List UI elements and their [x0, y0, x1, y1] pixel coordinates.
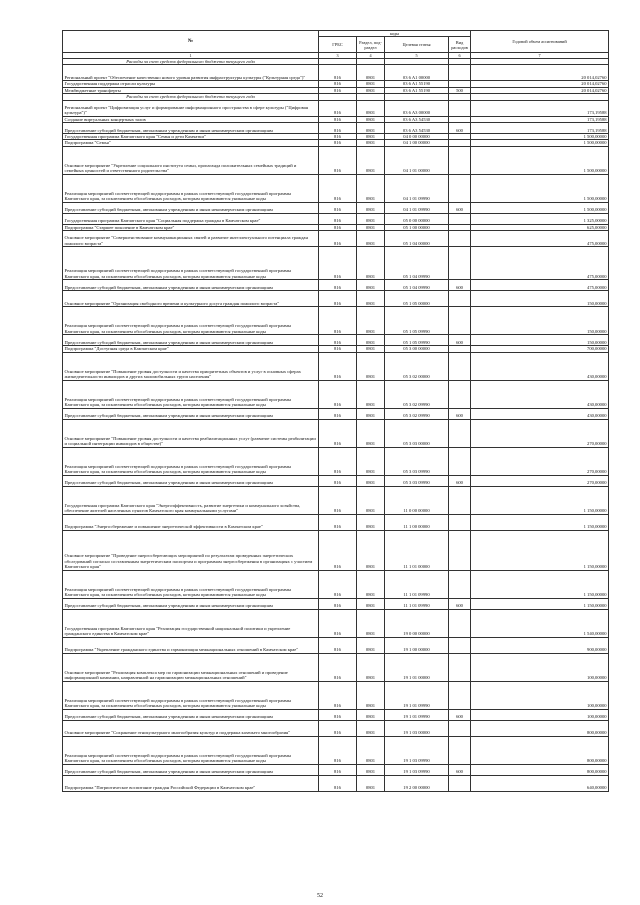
- table-row: [63, 380, 609, 408]
- row-amount: 640,00000: [471, 775, 609, 791]
- col-number: 3: [319, 53, 357, 59]
- row-amount: 800,00000: [471, 764, 609, 775]
- row-razdel: 0801: [357, 736, 385, 764]
- row-grbs: 816: [319, 352, 357, 380]
- row-amount: 1 150,00000: [471, 598, 609, 609]
- row-name: Расходы за счет средств федерального бюджета текущего года: [63, 94, 319, 100]
- row-grbs: 816: [319, 87, 357, 93]
- row-name: Реализация мероприятий соответствующей подпрограммы в рамках соответствующей государственной программы Камчатского края, за исключением обособленных расходов, которым присваиваются уникальные коды: [63, 247, 319, 280]
- col-number: 1: [63, 53, 319, 59]
- row-expense-type: [449, 447, 471, 475]
- row-amount: 270,00000: [471, 447, 609, 475]
- row-expense-type: [449, 514, 471, 530]
- row-amount: 800,00000: [471, 736, 609, 764]
- budget-table-sheet: [62, 30, 608, 792]
- row-target-article: 19 1 01 00000: [385, 653, 449, 681]
- row-grbs: 816: [319, 280, 357, 291]
- table-row: [63, 764, 609, 775]
- row-razdel: 0801: [357, 202, 385, 213]
- row-name: Основное мероприятие "Организация свободного времени и культурного досуга граждан пожилого возраста": [63, 291, 319, 307]
- row-grbs: 816: [319, 174, 357, 202]
- table-row: [63, 475, 609, 486]
- col-header-sum: Годовой объем ассигнований: [471, 31, 609, 53]
- row-name: Реализация мероприятий соответствующей подпрограммы в рамках соответствующей государственной программы Камчатского края, за исключением обособленных расходов, которым присваиваются уникальные коды: [63, 447, 319, 475]
- row-name: Государственная поддержка отрасли культуры: [63, 81, 319, 87]
- row-razdel: 0801: [357, 213, 385, 224]
- row-razdel: 0801: [357, 709, 385, 720]
- row-target-article: 19 1 00 00000: [385, 637, 449, 653]
- col-header-vr: Вид расходов: [449, 37, 471, 53]
- table-row: [63, 65, 609, 81]
- row-target-article: 05 1 05 09990: [385, 307, 449, 335]
- table-row: [63, 681, 609, 709]
- row-name: Предоставление субсидий бюджетным, автономным учреждениям и иным некоммерческим организациям: [63, 202, 319, 213]
- row-razdel: 0801: [357, 514, 385, 530]
- row-razdel: 0801: [357, 100, 385, 116]
- row-expense-type: [449, 681, 471, 709]
- table-row: [63, 736, 609, 764]
- table-row: [63, 637, 609, 653]
- row-grbs: 816: [319, 116, 357, 122]
- row-name: Предоставление субсидий бюджетным, автономным учреждениям и иным некоммерческим организациям: [63, 335, 319, 346]
- row-expense-type: [449, 100, 471, 116]
- row-razdel: 0801: [357, 775, 385, 791]
- row-amount: 270,00000: [471, 419, 609, 447]
- row-target-article: 19 0 00 00000: [385, 609, 449, 637]
- row-razdel: 0801: [357, 408, 385, 419]
- row-amount: 1 500,00000: [471, 202, 609, 213]
- row-expense-type: 600: [449, 123, 471, 134]
- row-amount: 173,19588: [471, 123, 609, 134]
- row-expense-type: [449, 653, 471, 681]
- row-expense-type: [449, 419, 471, 447]
- row-name: Подпрограмма "Доступная среда в Камчатском крае": [63, 346, 319, 352]
- row-grbs: 816: [319, 637, 357, 653]
- row-name: Предоставление субсидий бюджетным, автономным учреждениям и иным некоммерческим организациям: [63, 598, 319, 609]
- row-razdel: 0801: [357, 116, 385, 122]
- row-target-article: 19 1 03 09990: [385, 736, 449, 764]
- row-razdel: 0801: [357, 123, 385, 134]
- row-expense-type: 600: [449, 764, 471, 775]
- row-amount: 1 500,00000: [471, 140, 609, 146]
- row-amount: 625,00000: [471, 224, 609, 230]
- row-target-article: 05 1 04 09990: [385, 247, 449, 280]
- row-amount: 20 014,02760: [471, 81, 609, 87]
- row-expense-type: [449, 352, 471, 380]
- table-row: [63, 174, 609, 202]
- row-razdel: 0801: [357, 81, 385, 87]
- table-row: [63, 775, 609, 791]
- row-name: Реализация мероприятий соответствующей подпрограммы в рамках соответствующей государственной программы Камчатского края, за исключением обособленных расходов, которым присваиваются уникальные коды: [63, 380, 319, 408]
- col-number: 5: [385, 53, 449, 59]
- row-amount: 1 500,00000: [471, 134, 609, 140]
- table-row: [63, 247, 609, 280]
- row-expense-type: [449, 530, 471, 570]
- row-expense-type: 600: [449, 408, 471, 419]
- row-grbs: 816: [319, 530, 357, 570]
- row-grbs: 816: [319, 346, 357, 352]
- row-amount: 100,00000: [471, 709, 609, 720]
- row-name: Реализация мероприятий соответствующей подпрограммы в рамках соответствующей государственной программы Камчатского края, за исключением обособленных расходов, которым присваиваются уникальные коды: [63, 681, 319, 709]
- row-name: Реализация мероприятий соответствующей подпрограммы в рамках соответствующей государственной программы Камчатского края, за исключением обособленных расходов, которым присваиваются уникальные коды: [63, 307, 319, 335]
- row-razdel: 0801: [357, 291, 385, 307]
- row-razdel: 0801: [357, 224, 385, 230]
- row-name: Основное мероприятие "Реализация комплекса мер по гармонизации межнациональных отношений и проведение информационной кампании, направленной на гармонизацию межнациональных отношений": [63, 653, 319, 681]
- row-target-article: 05 1 04 00000: [385, 231, 449, 247]
- row-grbs: 816: [319, 486, 357, 514]
- row-amount: 1 150,00000: [471, 486, 609, 514]
- row-expense-type: [449, 486, 471, 514]
- row-target-article: 19 1 01 09990: [385, 681, 449, 709]
- row-grbs: 816: [319, 140, 357, 146]
- row-grbs: 816: [319, 291, 357, 307]
- row-name: Государственная программа Камчатского края "Социальная поддержка граждан в Камчатском крае": [63, 213, 319, 224]
- row-amount: 475,00000: [471, 231, 609, 247]
- row-expense-type: 600: [449, 475, 471, 486]
- row-grbs: 816: [319, 720, 357, 736]
- row-grbs: 816: [319, 709, 357, 720]
- row-target-article: 05 1 05 09990: [385, 335, 449, 346]
- row-grbs: 816: [319, 307, 357, 335]
- row-target-article: 03 6 A1 55190: [385, 87, 449, 93]
- table-row: [63, 408, 609, 419]
- row-name: Реализация мероприятий соответствующей подпрограммы в рамках соответствующей государственной программы Камчатского края, за исключением обособленных расходов, которым присваиваются уникальные коды: [63, 174, 319, 202]
- row-razdel: 0801: [357, 380, 385, 408]
- col-header-codes: коды: [319, 31, 471, 37]
- row-amount: 150,00000: [471, 291, 609, 307]
- table-row: [63, 352, 609, 380]
- row-target-article: 11 1 01 00000: [385, 530, 449, 570]
- table-row: [63, 280, 609, 291]
- row-expense-type: [449, 65, 471, 81]
- row-expense-type: [449, 736, 471, 764]
- row-grbs: 816: [319, 447, 357, 475]
- row-razdel: 0801: [357, 598, 385, 609]
- row-target-article: 19 1 03 00000: [385, 720, 449, 736]
- row-razdel: 0801: [357, 681, 385, 709]
- row-grbs: 816: [319, 100, 357, 116]
- row-amount: 173,19588: [471, 116, 609, 122]
- row-expense-type: 600: [449, 280, 471, 291]
- row-razdel: 0801: [357, 307, 385, 335]
- row-expense-type: [449, 213, 471, 224]
- col-number: 4: [357, 53, 385, 59]
- row-amount: 1 150,00000: [471, 514, 609, 530]
- row-name: Расходы за счет средств федерального бюджета текущего года: [63, 59, 319, 65]
- row-expense-type: [449, 570, 471, 598]
- row-target-article: 05 3 03 09990: [385, 475, 449, 486]
- table-row: [63, 447, 609, 475]
- row-grbs: 816: [319, 213, 357, 224]
- row-expense-type: [449, 174, 471, 202]
- row-grbs: 816: [319, 475, 357, 486]
- table-row: [63, 146, 609, 174]
- row-amount: 150,00000: [471, 307, 609, 335]
- row-amount: 800,00000: [471, 720, 609, 736]
- row-target-article: 03 6 A1 55190: [385, 81, 449, 87]
- row-expense-type: 600: [449, 598, 471, 609]
- row-grbs: 816: [319, 247, 357, 280]
- row-name: Реализация мероприятий соответствующей подпрограммы в рамках соответствующей государственной программы Камчатского края, за исключением обособленных расходов, которым присваиваются уникальные коды: [63, 570, 319, 598]
- row-target-article: 11 1 01 09990: [385, 598, 449, 609]
- row-grbs: 816: [319, 419, 357, 447]
- row-name: Предоставление субсидий бюджетным, автономным учреждениям и иным некоммерческим организациям: [63, 764, 319, 775]
- row-target-article: 05 3 02 09990: [385, 408, 449, 419]
- budget-table: [62, 30, 609, 792]
- row-grbs: 816: [319, 681, 357, 709]
- row-razdel: 0801: [357, 570, 385, 598]
- row-amount: 1 500,00000: [471, 146, 609, 174]
- row-razdel: 0801: [357, 346, 385, 352]
- row-name: Подпрограмма "Старшее поколение в Камчатском крае": [63, 224, 319, 230]
- row-expense-type: 600: [449, 335, 471, 346]
- row-grbs: 816: [319, 408, 357, 419]
- col-number: 6: [449, 53, 471, 59]
- row-expense-type: [449, 775, 471, 791]
- row-amount: 430,00000: [471, 408, 609, 419]
- row-name: Государственная программа Камчатского края "Энергоэффективность, развитие энергетики и коммунального хозяйства, обеспечение жителей населенных пунктов Камчатского края коммунальными услугами": [63, 486, 319, 514]
- row-grbs: 816: [319, 231, 357, 247]
- row-grbs: 816: [319, 335, 357, 346]
- row-target-article: 04 1 01 09990: [385, 174, 449, 202]
- row-target-article: 05 0 00 00000: [385, 213, 449, 224]
- row-razdel: 0801: [357, 419, 385, 447]
- row-name: Основное мероприятие "Сохранение этнокультурного многообразия культур и поддержка казачьего многообразия": [63, 720, 319, 736]
- row-amount: 20 014,02760: [471, 87, 609, 93]
- row-name: Предоставление субсидий бюджетным, автономным учреждениям и иным некоммерческим организациям: [63, 475, 319, 486]
- row-target-article: 19 1 03 09990: [385, 764, 449, 775]
- row-target-article: 05 3 03 00000: [385, 419, 449, 447]
- row-name: Межбюджетные трансферты: [63, 87, 319, 93]
- row-expense-type: 500: [449, 87, 471, 93]
- row-expense-type: [449, 146, 471, 174]
- table-row: [63, 609, 609, 637]
- row-grbs: 816: [319, 134, 357, 140]
- row-target-article: 11 0 00 00000: [385, 486, 449, 514]
- col-header-grbs: ГРБС: [319, 37, 357, 53]
- row-grbs: 816: [319, 514, 357, 530]
- row-expense-type: [449, 720, 471, 736]
- table-row: [63, 720, 609, 736]
- row-grbs: 816: [319, 123, 357, 134]
- row-name: Предоставление субсидий бюджетным, автономным учреждениям и иным некоммерческим организациям: [63, 709, 319, 720]
- row-name: Основное мероприятие "Укрепление социального института семьи, пропаганда положительных семейных традиций и семейных ценностей и ответственного родительства": [63, 146, 319, 174]
- row-razdel: 0801: [357, 280, 385, 291]
- row-name: Региональный проект "Обеспечение качественно нового уровня развития инфраструктуры культуры ("Культурная среда")": [63, 65, 319, 81]
- row-amount: 100,00000: [471, 681, 609, 709]
- table-row: [63, 100, 609, 116]
- row-target-article: 05 3 02 00000: [385, 352, 449, 380]
- table-row: [63, 213, 609, 224]
- row-target-article: 03 6 A3 54530: [385, 123, 449, 134]
- row-name: Реализация мероприятий соответствующей подпрограммы в рамках соответствующей государственной программы Камчатского края, за исключением обособленных расходов, которым присваиваются уникальные коды: [63, 736, 319, 764]
- row-target-article: 11 1 00 00000: [385, 514, 449, 530]
- row-name: Создание виртуальных концертных залов: [63, 116, 319, 122]
- row-razdel: 0801: [357, 231, 385, 247]
- row-amount: 475,00000: [471, 247, 609, 280]
- row-amount: 1 150,00000: [471, 530, 609, 570]
- row-amount: 173,19588: [471, 100, 609, 116]
- row-name: Региональный проект "Цифровизация услуг и формирование информационного пространства в сфере культуры ("Цифровая культура")": [63, 100, 319, 116]
- row-amount: 1 150,00000: [471, 570, 609, 598]
- row-name: Подпрограмма "Семья": [63, 140, 319, 146]
- row-grbs: 816: [319, 609, 357, 637]
- table-row: [63, 335, 609, 346]
- row-amount: 700,00000: [471, 346, 609, 352]
- row-expense-type: [449, 291, 471, 307]
- row-target-article: 05 1 04 09990: [385, 280, 449, 291]
- row-grbs: 816: [319, 570, 357, 598]
- row-amount: 475,00000: [471, 280, 609, 291]
- table-row: [63, 202, 609, 213]
- row-grbs: 816: [319, 146, 357, 174]
- row-grbs: 816: [319, 736, 357, 764]
- row-razdel: 0801: [357, 530, 385, 570]
- row-target-article: 05 3 00 00000: [385, 346, 449, 352]
- row-razdel: 0801: [357, 486, 385, 514]
- table-row: [63, 419, 609, 447]
- col-header-number: №: [63, 31, 319, 53]
- row-expense-type: [449, 609, 471, 637]
- row-target-article: 04 1 01 00000: [385, 146, 449, 174]
- table-row: [63, 123, 609, 134]
- row-razdel: 0801: [357, 247, 385, 280]
- row-name: Государственная программа Камчатского края "Семья и дети Камчатки": [63, 134, 319, 140]
- row-razdel: 0801: [357, 140, 385, 146]
- row-target-article: 05 1 05 00000: [385, 291, 449, 307]
- table-row: [63, 530, 609, 570]
- row-name: Предоставление субсидий бюджетным, автономным учреждениям и иным некоммерческим организациям: [63, 408, 319, 419]
- table-row: [63, 291, 609, 307]
- row-target-article: 04 0 00 00000: [385, 134, 449, 140]
- row-razdel: 0801: [357, 637, 385, 653]
- row-name: Подпрограмма "Укрепление гражданского единства и гармонизация межнациональных отношений в Камчатском крае": [63, 637, 319, 653]
- row-expense-type: 600: [449, 709, 471, 720]
- row-amount: 100,00000: [471, 653, 609, 681]
- table-row: [63, 486, 609, 514]
- row-target-article: 19 1 01 09990: [385, 709, 449, 720]
- row-grbs: 816: [319, 224, 357, 230]
- row-razdel: 0801: [357, 764, 385, 775]
- table-row: [63, 709, 609, 720]
- row-expense-type: [449, 307, 471, 335]
- row-grbs: 816: [319, 65, 357, 81]
- row-razdel: 0801: [357, 475, 385, 486]
- row-expense-type: [449, 231, 471, 247]
- row-expense-type: [449, 637, 471, 653]
- row-razdel: 0801: [357, 447, 385, 475]
- row-amount: 270,00000: [471, 475, 609, 486]
- row-razdel: 0801: [357, 352, 385, 380]
- row-target-article: 11 1 01 09990: [385, 570, 449, 598]
- row-grbs: 816: [319, 598, 357, 609]
- row-name: Основное мероприятие "Совершенствование коммуникационных связей и развитие интеллектуального потенциала граждан пожилого возраста": [63, 231, 319, 247]
- row-razdel: 0801: [357, 174, 385, 202]
- row-name: Предоставление субсидий бюджетным, автономным учреждениям и иным некоммерческим организациям: [63, 280, 319, 291]
- row-razdel: 0801: [357, 146, 385, 174]
- row-grbs: 816: [319, 81, 357, 87]
- row-amount: 20 014,02760: [471, 65, 609, 81]
- row-grbs: 816: [319, 764, 357, 775]
- row-target-article: 19 2 00 00000: [385, 775, 449, 791]
- col-header-razdel: Раздел, под-раздел: [357, 37, 385, 53]
- row-expense-type: [449, 380, 471, 408]
- row-target-article: 05 3 02 09990: [385, 380, 449, 408]
- table-row: [63, 231, 609, 247]
- row-name: Основное мероприятие "Повышение уровня доступности и качества приоритетных объектов и услуг в основных сферах жизнедеятельности инвалидов и других маломобильных групп населения": [63, 352, 319, 380]
- col-number: 7: [471, 53, 609, 59]
- row-razdel: 0801: [357, 65, 385, 81]
- row-amount: 430,00000: [471, 352, 609, 380]
- row-target-article: 04 1 01 09990: [385, 202, 449, 213]
- row-grbs: 816: [319, 202, 357, 213]
- page-number: 52: [317, 893, 323, 899]
- row-razdel: 0801: [357, 653, 385, 681]
- row-target-article: 03 6 A1 00000: [385, 65, 449, 81]
- row-amount: 1 540,00000: [471, 609, 609, 637]
- row-amount: 1 325,00000: [471, 213, 609, 224]
- row-name: Подпрограмма "Энергосбережение и повышение энергетической эффективности в Камчатском крае": [63, 514, 319, 530]
- table-row: [63, 653, 609, 681]
- row-target-article: 03 6 A3 00000: [385, 100, 449, 116]
- row-amount: 430,00000: [471, 380, 609, 408]
- row-grbs: 816: [319, 775, 357, 791]
- table-row: [63, 307, 609, 335]
- row-name: Государственная программа Камчатского края "Реализация государственной национальной политики и укрепление гражданского единства в Камчатском крае": [63, 609, 319, 637]
- row-name: Основное мероприятие "Проведение энергосберегающих мероприятий по результатам проведенных энергетических обследований согласно составленным энергетическим паспортам и программам энергосбережения в организациях с участием Камчатского края": [63, 530, 319, 570]
- row-razdel: 0801: [357, 720, 385, 736]
- row-expense-type: [449, 247, 471, 280]
- row-target-article: 03 6 A3 54530: [385, 116, 449, 122]
- row-name: Подпрограмма "Патриотическое воспитание граждан Российской Федерации в Камчатском крае": [63, 775, 319, 791]
- row-amount: 900,00000: [471, 637, 609, 653]
- row-target-article: 04 1 00 00000: [385, 140, 449, 146]
- row-target-article: 05 1 00 00000: [385, 224, 449, 230]
- row-razdel: 0801: [357, 87, 385, 93]
- row-razdel: 0801: [357, 609, 385, 637]
- table-row: [63, 514, 609, 530]
- row-grbs: 816: [319, 653, 357, 681]
- row-expense-type: 600: [449, 202, 471, 213]
- col-header-csr: Целевая статья: [385, 37, 449, 53]
- table-row: [63, 598, 609, 609]
- row-amount: 150,00000: [471, 335, 609, 346]
- row-amount: 1 500,00000: [471, 174, 609, 202]
- table-row: [63, 570, 609, 598]
- row-razdel: 0801: [357, 134, 385, 140]
- row-razdel: 0801: [357, 335, 385, 346]
- row-name: Предоставление субсидий бюджетным, автономным учреждениям и иным некоммерческим организациям: [63, 123, 319, 134]
- row-grbs: 816: [319, 380, 357, 408]
- row-target-article: 05 3 03 09990: [385, 447, 449, 475]
- row-name: Основное мероприятие "Повышение уровня доступности и качества реабилитационных услуг (развитие системы реабилитации и социальной интеграции инвалидов в обществе)": [63, 419, 319, 447]
